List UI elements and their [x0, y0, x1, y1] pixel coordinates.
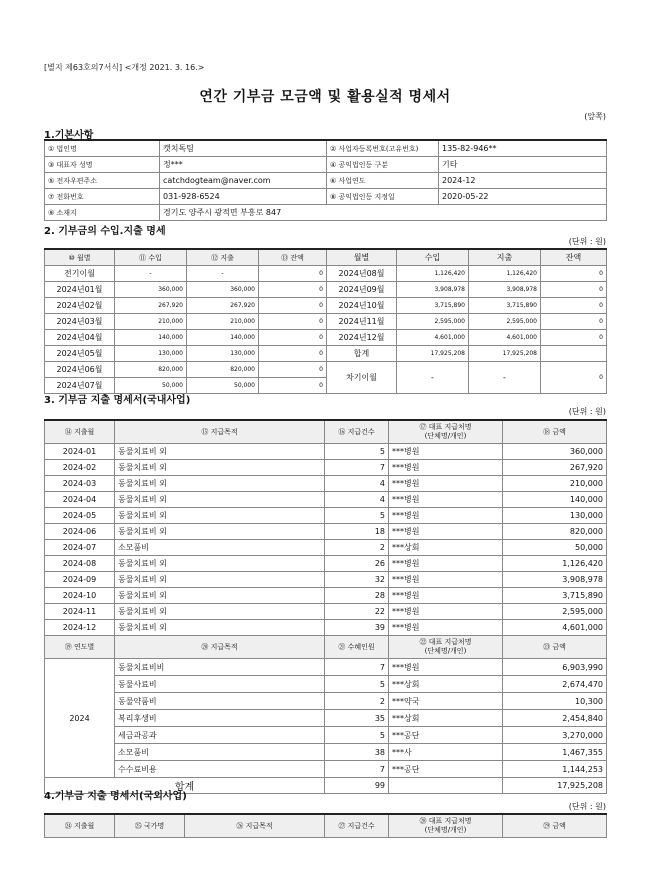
amount-cell: 3,715,890 [503, 588, 607, 604]
count-cell: 18 [325, 524, 389, 540]
amount-cell: 3,908,978 [503, 572, 607, 588]
purpose-cell: 소모품비 [115, 540, 325, 556]
field-value: catchdogteam@naver.com [160, 173, 327, 189]
column-header: ⑮ 지급목적 [115, 420, 325, 444]
carry-over-label: 차기이월 [327, 362, 397, 394]
month-cell: 2024-08 [45, 556, 115, 572]
table-header [45, 636, 607, 659]
section3-title: 3. 기부금 지출 명세서(국내사업) [44, 395, 191, 406]
amount-cell: 267,920 [503, 460, 607, 476]
table-row [45, 460, 607, 476]
expense-cell: 130,000 [187, 346, 259, 362]
month-cell: 합계 [327, 346, 397, 362]
income-cell: 50,000 [115, 378, 187, 394]
payee-cell: ***병원 [389, 659, 503, 676]
table-row [45, 659, 607, 676]
month-cell: 2024년04월 [45, 330, 115, 346]
field-value: 기타 [439, 157, 607, 173]
amount-cell: 360,000 [503, 444, 607, 460]
table-header [45, 420, 607, 444]
table-row [45, 282, 607, 298]
table-row [45, 362, 607, 378]
table-row [45, 693, 607, 710]
month-cell: 2024-02 [45, 460, 115, 476]
income-cell: 1,126,420 [397, 266, 469, 282]
purpose-cell: 세금과공과 [115, 727, 325, 744]
month-cell: 2024년10월 [327, 298, 397, 314]
table-row [45, 189, 607, 205]
table-row [45, 572, 607, 588]
purpose-cell: 동물치료비 외 [115, 604, 325, 620]
payee-cell: ***상회 [389, 676, 503, 693]
field-label: ⑧ 공익법인등 지정일 [327, 189, 439, 205]
table-row [45, 205, 607, 221]
basic-info-table [44, 139, 607, 221]
column-header: ㉓ 금액 [503, 636, 607, 659]
column-header: ㉖ 지급목적 [185, 814, 325, 838]
count-cell: 2 [325, 540, 389, 556]
amount-cell: 1,144,253 [503, 761, 607, 778]
table-row [45, 588, 607, 604]
month-cell: 2024-03 [45, 476, 115, 492]
income-cell: 130,000 [115, 346, 187, 362]
amount-cell: 50,000 [503, 540, 607, 556]
balance-cell: 0 [259, 314, 327, 330]
unit-label: (단위 : 원) [568, 407, 606, 416]
table-row [45, 298, 607, 314]
balance-cell: 0 [541, 298, 607, 314]
balance-cell: 0 [259, 378, 327, 394]
income-cell: 17,925,208 [397, 346, 469, 362]
field-value: 2024-12 [439, 173, 607, 189]
field-label: ④ 공익법인등 구분 [327, 157, 439, 173]
section1-title: 1.기본사항 [44, 130, 94, 141]
month-cell: 전기이월 [45, 266, 115, 282]
expense-cell: 4,601,000 [469, 330, 541, 346]
column-header-line: ⑰ 대표 지급처명 [419, 423, 472, 431]
column-header: 수입 [397, 249, 469, 266]
column-header: ⑱ 금액 [503, 420, 607, 444]
month-cell: 2024-07 [45, 540, 115, 556]
balance-cell: 0 [541, 282, 607, 298]
count-cell: 39 [325, 620, 389, 636]
table-row [45, 140, 607, 157]
balance-cell: 0 [259, 282, 327, 298]
payee-cell: ***병원 [389, 604, 503, 620]
amount-cell: 210,000 [503, 476, 607, 492]
count-cell: 5 [325, 676, 389, 693]
balance-cell: 0 [259, 362, 327, 378]
payee-cell: ***병원 [389, 620, 503, 636]
income-cell: 267,920 [115, 298, 187, 314]
field-label: ① 법인명 [45, 140, 160, 157]
column-header: ㉔ 지출월 [45, 814, 115, 838]
payee-cell: ***병원 [389, 556, 503, 572]
payee-cell: ***병원 [389, 476, 503, 492]
table-row [45, 604, 607, 620]
table-row [45, 266, 607, 282]
table-row [45, 444, 607, 460]
table-row [45, 727, 607, 744]
column-header-line: ㉒ 대표 지급처명 [419, 638, 472, 646]
amount-cell: 2,595,000 [503, 604, 607, 620]
table-row [45, 157, 607, 173]
payee-cell: ***병원 [389, 572, 503, 588]
expense-cell: 267,920 [187, 298, 259, 314]
column-header: ㉗ 지급건수 [325, 814, 389, 838]
income-cell: 210,000 [115, 314, 187, 330]
income-cell: - [115, 266, 187, 282]
section2-title: 2. 기부금의 수입.지출 명세 [44, 226, 166, 237]
table-row [45, 314, 607, 330]
count-cell: 28 [325, 588, 389, 604]
amount-cell: 2,454,840 [503, 710, 607, 727]
payee-cell: ***병원 [389, 492, 503, 508]
month-cell: 2024-01 [45, 444, 115, 460]
purpose-cell: 수수료비용 [115, 761, 325, 778]
month-cell: 2024-10 [45, 588, 115, 604]
expense-cell: 3,908,978 [469, 282, 541, 298]
column-header-line: ㉘ 대표 지급처명 [419, 817, 472, 825]
field-value: 2020-05-22 [439, 189, 607, 205]
empty-cell [389, 778, 503, 794]
domestic-expense-table [44, 419, 607, 794]
unit-label: (단위 : 원) [568, 802, 606, 811]
column-header: ㉑ 수혜인원 [325, 636, 389, 659]
payee-cell: ***약국 [389, 693, 503, 710]
income-cell: 4,601,000 [397, 330, 469, 346]
count-cell: 5 [325, 508, 389, 524]
table-row [45, 620, 607, 636]
month-cell: 2024-12 [45, 620, 115, 636]
balance-cell: 0 [259, 346, 327, 362]
table-row [45, 330, 607, 346]
purpose-cell: 동물치료비 외 [115, 492, 325, 508]
field-value: 031-928-6524 [160, 189, 327, 205]
month-cell: 2024년07월 [45, 378, 115, 394]
field-label: ② 사업자등록번호(고유번호) [327, 140, 439, 157]
purpose-cell: 동물치료비 외 [115, 524, 325, 540]
month-cell: 2024-05 [45, 508, 115, 524]
table-row [45, 492, 607, 508]
table-row [45, 744, 607, 761]
payee-cell: ***병원 [389, 588, 503, 604]
month-cell: 2024년02월 [45, 298, 115, 314]
total-label: 합계 [45, 778, 325, 794]
table-header [45, 814, 607, 838]
month-cell: 2024년11월 [327, 314, 397, 330]
address-value: 경기도 양주시 광적면 부흥로 847 [160, 205, 607, 221]
purpose-cell: 동물사료비 [115, 676, 325, 693]
expense-cell: - [187, 266, 259, 282]
table-row [45, 346, 607, 362]
income-expense-table [44, 248, 607, 394]
income-cell: 3,908,978 [397, 282, 469, 298]
purpose-cell: 동물치료비 외 [115, 508, 325, 524]
expense-cell: 360,000 [187, 282, 259, 298]
table-row [45, 761, 607, 778]
count-cell: 5 [325, 727, 389, 744]
overseas-expense-table [44, 813, 607, 838]
month-cell: 2024년09월 [327, 282, 397, 298]
month-cell: 2024-09 [45, 572, 115, 588]
amount-cell: 130,000 [503, 508, 607, 524]
amount-cell: 4,601,000 [503, 620, 607, 636]
count-cell: 7 [325, 659, 389, 676]
amount-cell: 1,126,420 [503, 556, 607, 572]
expense-cell: 210,000 [187, 314, 259, 330]
payee-cell: ***공단 [389, 727, 503, 744]
balance-cell: 0 [259, 298, 327, 314]
field-value: 정*** [160, 157, 327, 173]
amount-cell: 820,000 [503, 524, 607, 540]
column-header: ⑩ 월별 [45, 249, 115, 266]
carry-over-expense: - [469, 362, 541, 394]
column-header-line: (단체명/개인) [424, 647, 467, 655]
field-value: 캣치독팀 [160, 140, 327, 157]
column-header: 잔액 [541, 249, 607, 266]
purpose-cell: 동물치료비 외 [115, 572, 325, 588]
amount-cell: 10,300 [503, 693, 607, 710]
count-cell: 38 [325, 744, 389, 761]
expense-cell: 3,715,890 [469, 298, 541, 314]
purpose-cell: 동물치료비 외 [115, 476, 325, 492]
payee-cell: ***병원 [389, 508, 503, 524]
count-cell: 35 [325, 710, 389, 727]
payee-cell: ***상회 [389, 540, 503, 556]
expense-cell: 17,925,208 [469, 346, 541, 362]
column-header: 지출 [469, 249, 541, 266]
table-row [45, 710, 607, 727]
carry-over-income: - [397, 362, 469, 394]
table-row [45, 540, 607, 556]
field-label: ⑥ 사업연도 [327, 173, 439, 189]
count-cell: 4 [325, 476, 389, 492]
income-cell: 140,000 [115, 330, 187, 346]
field-value: 135-82-946** [439, 140, 607, 157]
month-cell: 2024년05월 [45, 346, 115, 362]
purpose-cell: 동물치료비 외 [115, 556, 325, 572]
document-title: 연간 기부금 모금액 및 활용실적 명세서 [199, 89, 451, 105]
column-header: ⑲ 연도별 [45, 636, 115, 659]
month-cell: 2024년03월 [45, 314, 115, 330]
expense-cell: 50,000 [187, 378, 259, 394]
column-header: ⑫ 지출 [187, 249, 259, 266]
column-header: 월별 [327, 249, 397, 266]
purpose-cell: 동물치료비 외 [115, 444, 325, 460]
purpose-cell: 동물치료비 외 [115, 588, 325, 604]
purpose-cell: 동물치료비 외 [115, 620, 325, 636]
column-header-line: (단체명/개인) [424, 432, 467, 440]
column-header: ㉕ 국가명 [115, 814, 185, 838]
purpose-cell: 동물약품비 [115, 693, 325, 710]
column-header: ⑯ 지급건수 [325, 420, 389, 444]
count-cell: 7 [325, 460, 389, 476]
count-cell: 22 [325, 604, 389, 620]
balance-cell [541, 346, 607, 362]
payee-cell: ***상회 [389, 710, 503, 727]
column-header: ⑪ 수입 [115, 249, 187, 266]
address-label: ⑨ 소재지 [45, 205, 160, 221]
payee-cell: ***병원 [389, 444, 503, 460]
balance-cell: 0 [541, 330, 607, 346]
table-row [45, 676, 607, 693]
table-row [45, 173, 607, 189]
amount-cell: 2,674,470 [503, 676, 607, 693]
table-row [45, 524, 607, 540]
amount-cell: 1,467,355 [503, 744, 607, 761]
count-cell: 4 [325, 492, 389, 508]
month-cell: 2024년12월 [327, 330, 397, 346]
column-header-line: (단체명/개인) [424, 826, 467, 834]
count-cell: 26 [325, 556, 389, 572]
income-cell: 2,595,000 [397, 314, 469, 330]
table-row [45, 508, 607, 524]
unit-label: (단위 : 원) [568, 237, 606, 246]
section4-title: 4.기부금 지출 명세서(국외사업) [44, 791, 187, 802]
payee-cell: ***공단 [389, 761, 503, 778]
payee-cell: ***병원 [389, 460, 503, 476]
expense-cell: 140,000 [187, 330, 259, 346]
income-cell: 360,000 [115, 282, 187, 298]
column-header: ⑭ 지출월 [45, 420, 115, 444]
count-cell: 5 [325, 444, 389, 460]
purpose-cell: 복리후생비 [115, 710, 325, 727]
month-cell: 2024년08월 [327, 266, 397, 282]
month-cell: 2024년06월 [45, 362, 115, 378]
amount-cell: 3,270,000 [503, 727, 607, 744]
table-header [45, 249, 607, 266]
column-header: ⑳ 지급목적 [115, 636, 325, 659]
count-cell: 7 [325, 761, 389, 778]
balance-cell: 0 [259, 266, 327, 282]
column-header [389, 814, 503, 838]
month-cell: 2024-04 [45, 492, 115, 508]
expense-cell: 2,595,000 [469, 314, 541, 330]
purpose-cell: 동물치료비비 [115, 659, 325, 676]
table-row [45, 476, 607, 492]
expense-cell: 1,126,420 [469, 266, 541, 282]
expense-cell: 820,000 [187, 362, 259, 378]
field-label: ③ 대표자 성명 [45, 157, 160, 173]
month-cell: 2024-06 [45, 524, 115, 540]
year-cell: 2024 [45, 659, 115, 778]
form-number: [별지 제63호의7서식] <개정 2021. 3. 16.> [44, 63, 205, 72]
field-label: ⑤ 전자우편주소 [45, 173, 160, 189]
carry-over-balance: 0 [541, 362, 607, 394]
purpose-cell: 동물치료비 외 [115, 460, 325, 476]
income-cell: 3,715,890 [397, 298, 469, 314]
table-row [45, 556, 607, 572]
amount-cell: 6,903,990 [503, 659, 607, 676]
total-amount: 17,925,208 [503, 778, 607, 794]
column-header [389, 420, 503, 444]
column-header: ⑬ 잔액 [259, 249, 327, 266]
count-cell: 32 [325, 572, 389, 588]
income-cell: 820,000 [115, 362, 187, 378]
month-cell: 2024-11 [45, 604, 115, 620]
balance-cell: 0 [541, 314, 607, 330]
month-cell: 2024년01월 [45, 282, 115, 298]
payee-cell: ***병원 [389, 524, 503, 540]
total-count: 99 [325, 778, 389, 794]
field-label: ⑦ 전화번호 [45, 189, 160, 205]
column-header [389, 636, 503, 659]
front-side-label: (앞쪽) [584, 112, 606, 121]
balance-cell: 0 [541, 266, 607, 282]
balance-cell: 0 [259, 330, 327, 346]
purpose-cell: 소모품비 [115, 744, 325, 761]
column-header: ㉙ 금액 [503, 814, 607, 838]
count-cell: 2 [325, 693, 389, 710]
payee-cell: ***사 [389, 744, 503, 761]
amount-cell: 140,000 [503, 492, 607, 508]
